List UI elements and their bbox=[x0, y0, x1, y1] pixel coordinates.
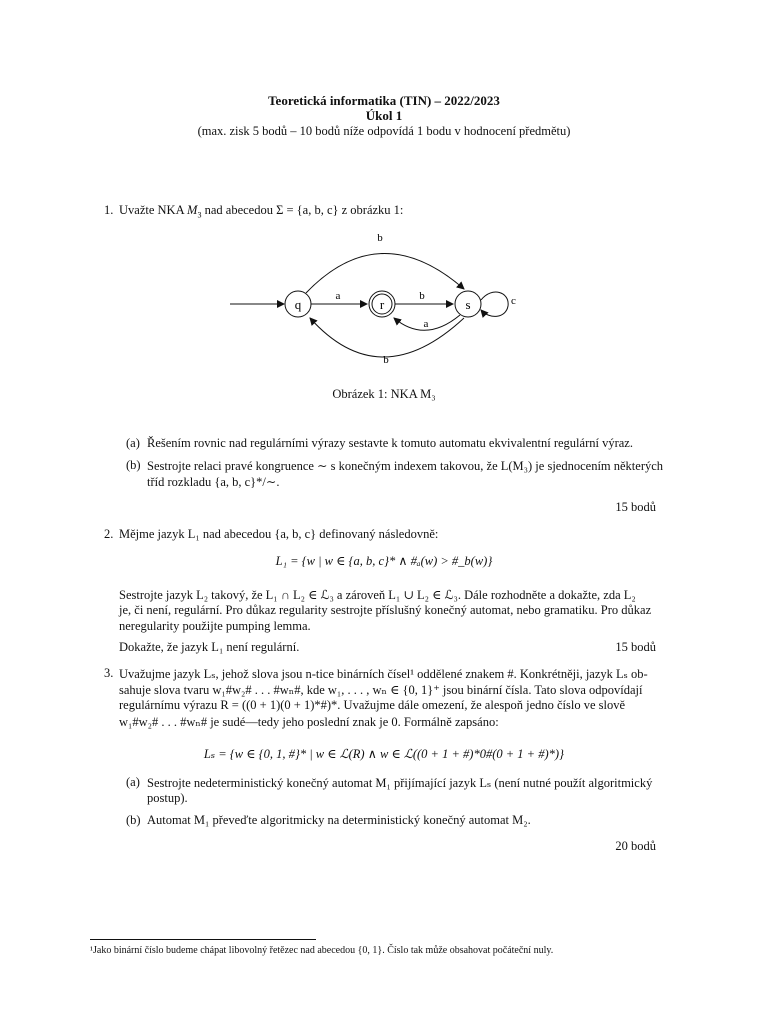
task2-para-4: Dokažte, že jazyk L₁ není regulární. bbox=[119, 640, 300, 654]
task1-number: 1. bbox=[104, 203, 114, 217]
edge-s-q-bottom-label: b bbox=[383, 354, 389, 366]
task2-intro: Mějme jazyk L₁ nad abecedou {a, b, c} definovaný následovně: bbox=[119, 527, 439, 541]
doc-note: (max. zisk 5 bodů – 10 bodů níže odpovídá 1 bodu v hodnocení předmětu) bbox=[197, 124, 571, 138]
edge-q-r-label: a bbox=[335, 290, 341, 302]
task2-para-3: neregularity použijte pumping lemma. bbox=[119, 619, 311, 633]
task2-number: 2. bbox=[104, 527, 114, 541]
task2-para-2: je, či není, regulární. Pro důkaz regularity sestrojte příslušný konečný automat, nebo gramatiku. Pro důkaz bbox=[119, 603, 652, 617]
task1b-text-2: tříd rozkladu {a, b, c}*/∼. bbox=[147, 475, 280, 489]
state-q-label: q bbox=[294, 297, 302, 312]
edge-s-q-bottom bbox=[310, 318, 464, 357]
task3a-text-2: postup). bbox=[147, 791, 188, 805]
task3-line-2: sahuje slova tvaru w₁#w₂# . . . #wₙ#, kde w₁, . . . , wₙ ∈ {0, 1}⁺ jsou binární čísla. Tato slova odpovídají bbox=[119, 683, 643, 697]
edge-s-loop-label: c bbox=[511, 295, 516, 307]
task3b-text: Automat M₁ převeďte algoritmicky na deterministický konečný automat M₂. bbox=[147, 813, 531, 827]
task2-formula: L₁ = {w | w ∈ {a, b, c}* ∧ #ₐ(w) > #_b(w)} bbox=[275, 554, 493, 568]
task1a-label: (a) bbox=[126, 436, 140, 450]
edge-s-loop bbox=[481, 292, 508, 316]
task3-formula: Lₛ = {w ∈ {0, 1, #}* | w ∈ ℒ(R) ∧ w ∈ ℒ((0 + 1 + #)*0#(0 + 1 + #)*)} bbox=[203, 747, 565, 761]
edge-q-s-top-label: b bbox=[377, 232, 383, 244]
task2-para-1: Sestrojte jazyk L₂ takový, že L₁ ∩ L₂ ∈ ℒ₃ a zároveň L₁ ∪ L₂ ∈ ℒ₃. Dále rozhodněte a dokažte, zda L₂ bbox=[119, 588, 636, 602]
task3-points: 20 bodů bbox=[615, 839, 656, 853]
footnote: ¹Jako binární číslo budeme chápat libovolný řetězec nad abecedou {0, 1}. Číslo tak může obsahovat počáteční nuly. bbox=[90, 945, 554, 956]
figure-caption: Obrázek 1: NKA M₃ bbox=[332, 387, 436, 401]
edge-q-s-top bbox=[306, 253, 464, 293]
task1-intro: Uvažte NKA $M_3$ nad abecedou Σ = {a, b, c} z obrázku 1: bbox=[119, 203, 404, 220]
edge-s-r-label: a bbox=[423, 318, 429, 330]
footnote-rule bbox=[90, 939, 316, 940]
task1-points: 15 bodů bbox=[615, 500, 656, 514]
task2-points: 15 bodů bbox=[615, 640, 656, 654]
task3b-label: (b) bbox=[126, 813, 141, 827]
task3-number: 3. bbox=[104, 666, 114, 680]
task3a-label: (a) bbox=[126, 775, 140, 789]
task1b-label: (b) bbox=[126, 458, 141, 472]
automaton-diagram bbox=[220, 226, 540, 376]
task3-line-4: w₁#w₂# . . . #wₙ# je sudé—tedy jeho poslední znak je 0. Formálně zapsáno: bbox=[119, 715, 499, 729]
task3-line-1: Uvažujme jazyk Lₛ, jehož slova jsou n-tice binárních čísel¹ oddělené znakem #. Konkrétněji, jazyk Lₛ ob- bbox=[119, 667, 648, 681]
doc-subtitle: Úkol 1 bbox=[365, 108, 403, 123]
doc-title: Teoretická informatika (TIN) – 2022/2023 bbox=[268, 93, 500, 108]
edge-r-s-label: b bbox=[419, 290, 425, 302]
task3-line-3: regulárnímu výrazu R = ((0 + 1)(0 + 1)*#)*. Uvažujme dále omezení, že alespoň jedno číslo ve slově bbox=[119, 698, 626, 712]
task1a-text: Řešením rovnic nad regulárními výrazy sestavte k tomuto automatu ekvivalentní regulární výraz. bbox=[147, 436, 633, 450]
state-s-label: s bbox=[465, 297, 471, 312]
task1b-text-1: Sestrojte relaci pravé kongruence ∼ s konečným indexem takovou, že L(M₃) je sjednocením některých bbox=[147, 459, 664, 473]
task3a-text-1: Sestrojte nedeterministický konečný automat M₁ přijímající jazyk Lₛ (není nutné použít algoritmický bbox=[147, 776, 653, 790]
state-r-label: r bbox=[379, 297, 385, 312]
